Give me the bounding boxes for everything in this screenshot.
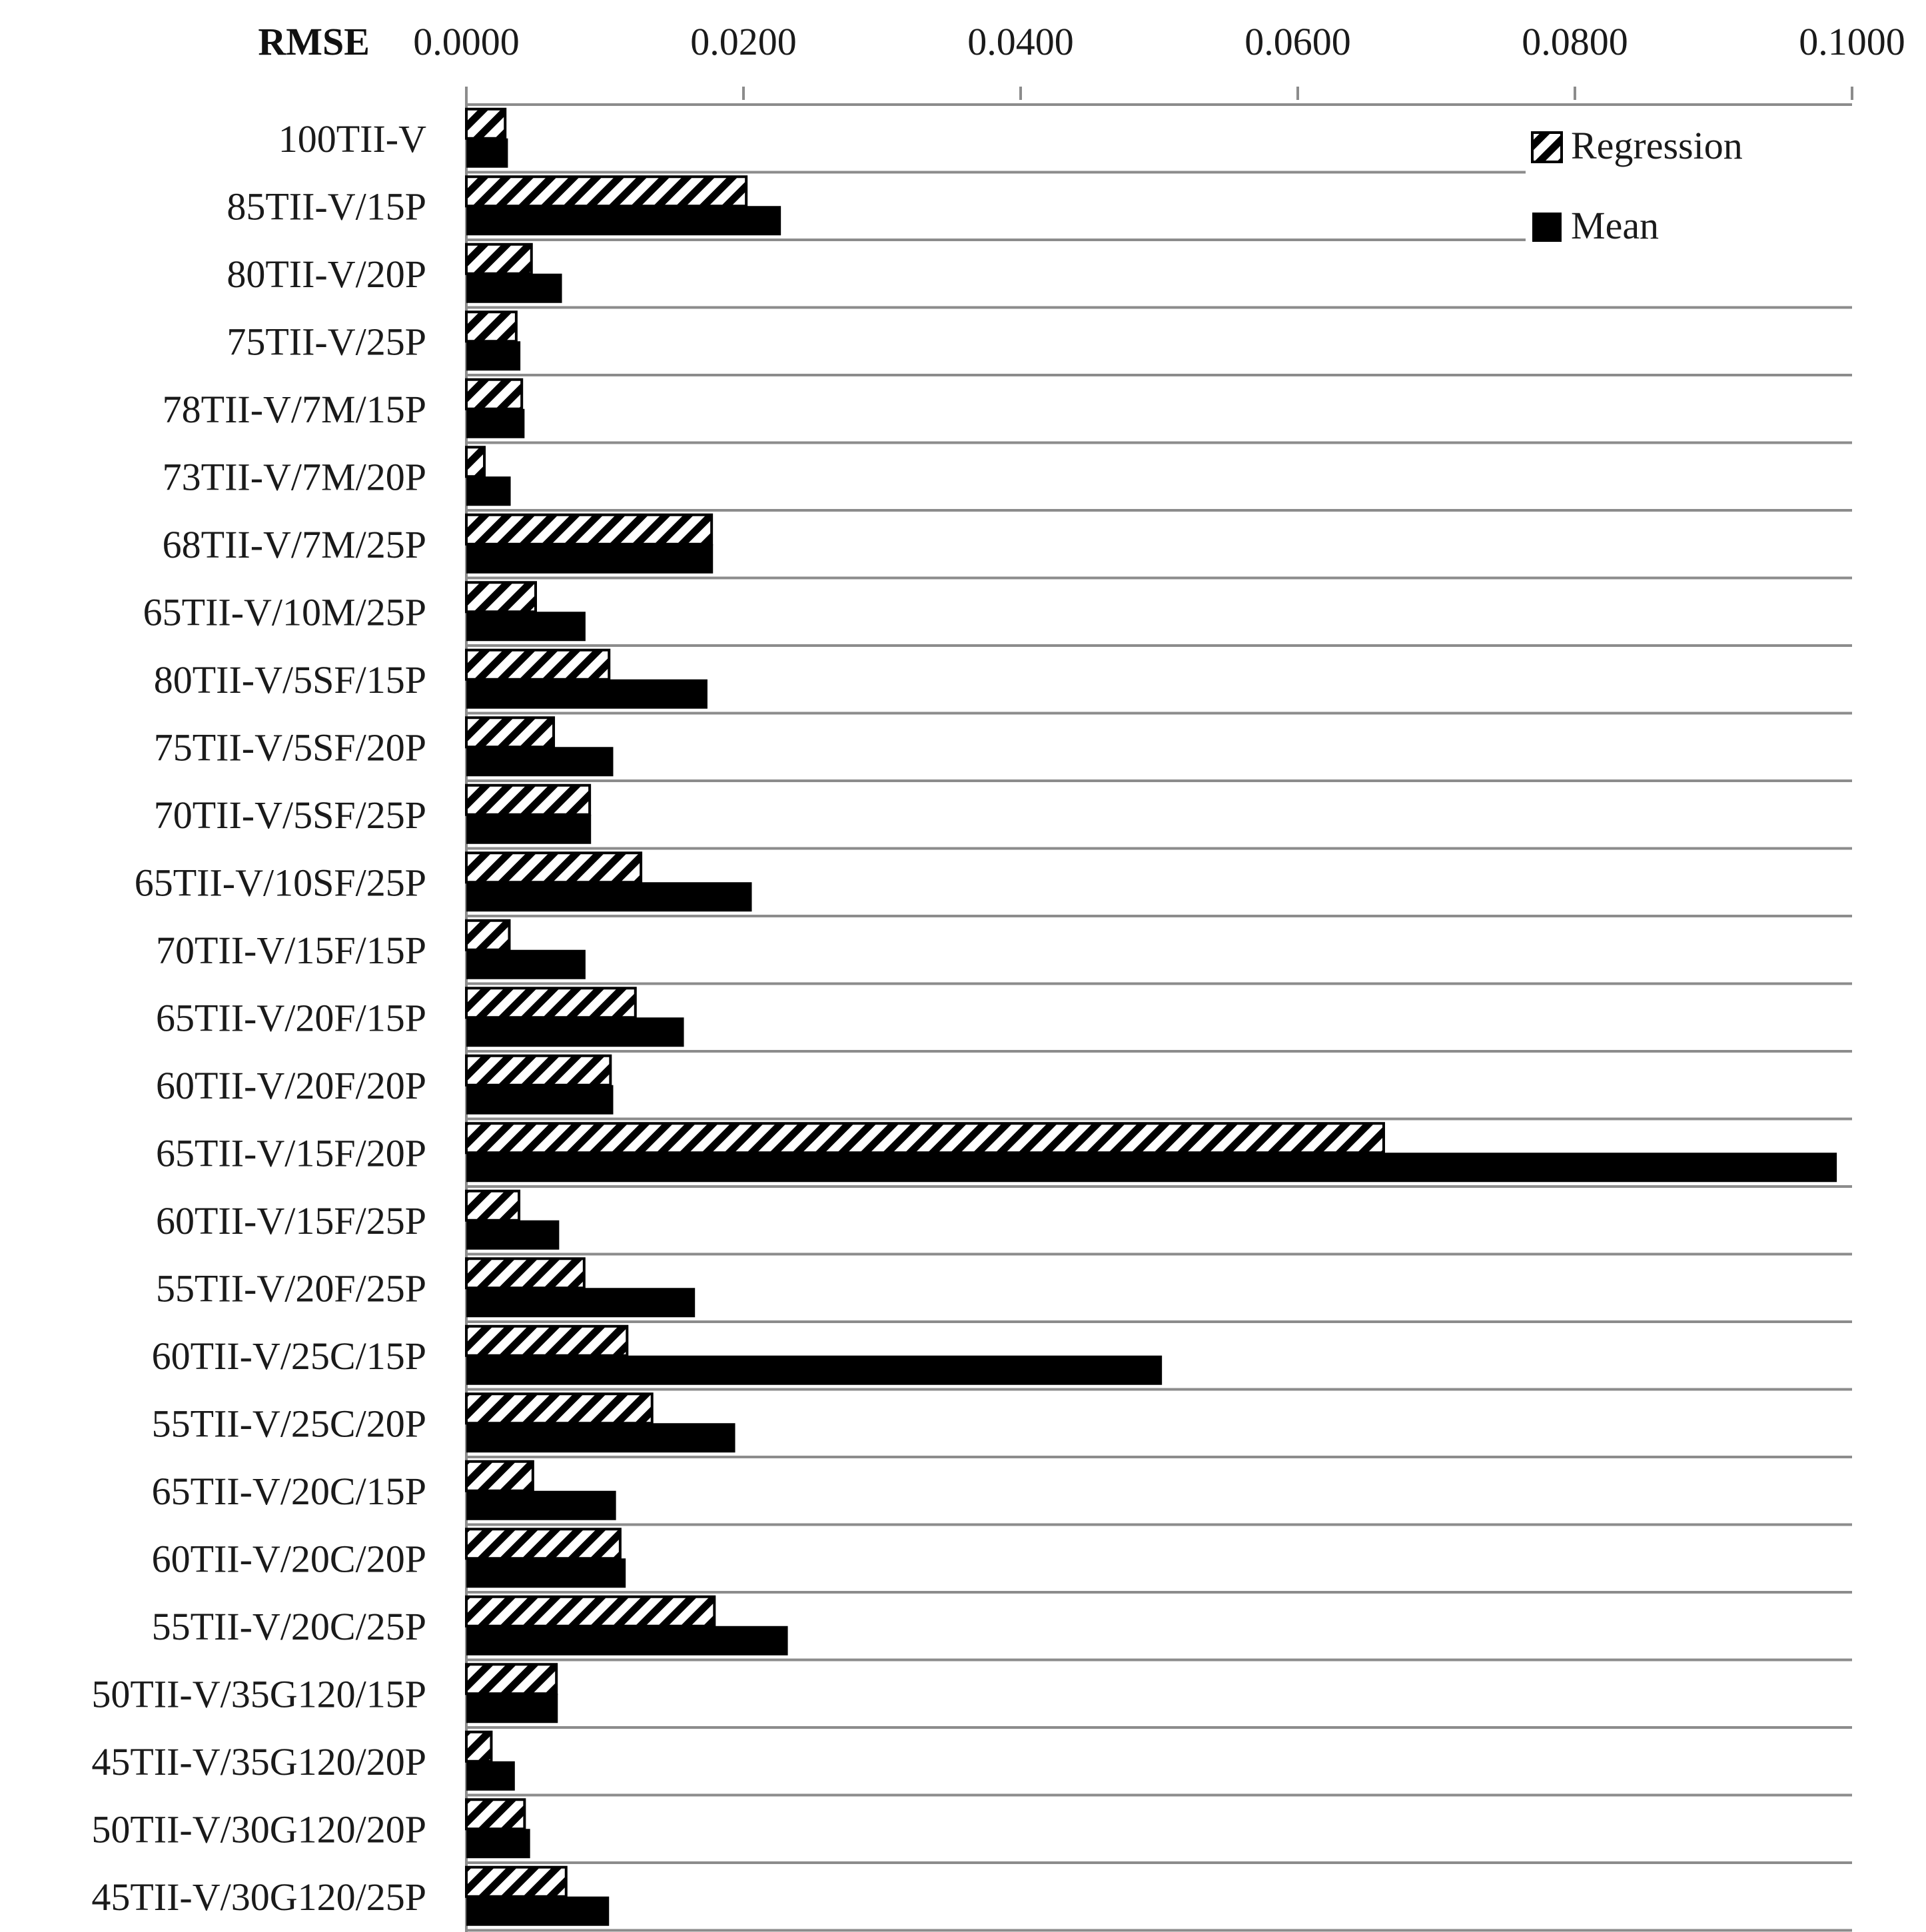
category-label: 55TII-V/20F/25P bbox=[156, 1266, 426, 1310]
bar-mean bbox=[466, 1423, 735, 1452]
category-label: 75TII-V/5SF/20P bbox=[153, 725, 426, 769]
bar-mean bbox=[466, 139, 508, 168]
category-label: 70TII-V/15F/15P bbox=[156, 928, 426, 972]
bar-mean bbox=[466, 1491, 616, 1520]
bar-mean bbox=[466, 882, 751, 911]
bar-regression bbox=[466, 1597, 714, 1626]
legend bbox=[1526, 117, 1926, 250]
bar-regression bbox=[466, 718, 554, 747]
bar-mean bbox=[466, 815, 591, 844]
category-label: 55TII-V/20C/25P bbox=[151, 1604, 426, 1648]
category-label: 45TII-V/35G120/20P bbox=[91, 1739, 426, 1783]
category-label: 70TII-V/5SF/25P bbox=[153, 793, 426, 837]
bars bbox=[466, 109, 1837, 1926]
category-label: 50TII-V/35G120/15P bbox=[91, 1672, 426, 1716]
bar-regression bbox=[466, 177, 746, 206]
bar-regression bbox=[466, 1867, 566, 1897]
bar-mean bbox=[466, 1220, 559, 1250]
category-label: 80TII-V/20P bbox=[227, 252, 426, 296]
category-label: 65TII-V/15F/20P bbox=[156, 1131, 426, 1175]
x-tick-label: 0.0000 bbox=[413, 20, 520, 63]
bar-regression bbox=[466, 1191, 519, 1220]
bar-mean bbox=[466, 1761, 515, 1791]
bar-mean bbox=[466, 274, 562, 303]
bar-mean bbox=[466, 544, 713, 574]
category-label: 45TII-V/30G120/25P bbox=[91, 1875, 426, 1919]
bar-regression bbox=[466, 1394, 652, 1423]
bar-mean bbox=[466, 747, 613, 776]
bar-mean bbox=[466, 1829, 530, 1858]
bar-mean bbox=[466, 409, 524, 438]
bar-regression bbox=[466, 582, 536, 612]
category-label: 55TII-V/25C/20P bbox=[151, 1402, 426, 1446]
bar-mean bbox=[466, 1085, 613, 1115]
bar-regression bbox=[466, 921, 509, 950]
x-tick-labels bbox=[413, 20, 1905, 100]
bar-regression bbox=[466, 515, 712, 544]
category-label: 60TII-V/25C/15P bbox=[151, 1334, 426, 1378]
bar-mean bbox=[466, 1558, 626, 1588]
bar-mean bbox=[466, 1288, 695, 1317]
legend-swatch-mean bbox=[1532, 213, 1562, 242]
legend-label-mean: Mean bbox=[1571, 204, 1660, 247]
bar-mean bbox=[466, 476, 511, 506]
bar-mean bbox=[466, 1153, 1837, 1182]
bar-regression bbox=[466, 1462, 533, 1491]
x-tick-label: 0.0200 bbox=[690, 20, 797, 63]
bar-mean bbox=[466, 1356, 1162, 1385]
bar-mean bbox=[466, 612, 586, 641]
bar-regression bbox=[466, 1799, 524, 1829]
bar-regression bbox=[466, 1123, 1384, 1153]
bar-regression bbox=[466, 988, 636, 1017]
bar-mean bbox=[466, 1693, 558, 1723]
bar-regression bbox=[466, 109, 505, 139]
category-label: 65TII-V/20C/15P bbox=[151, 1469, 426, 1513]
bar-regression bbox=[466, 1326, 627, 1356]
category-label: 60TII-V/15F/25P bbox=[156, 1199, 426, 1242]
bar-mean bbox=[466, 341, 520, 370]
category-label: 85TII-V/15P bbox=[227, 185, 426, 229]
bar-regression bbox=[466, 380, 522, 409]
bar-regression bbox=[466, 1732, 491, 1761]
category-label: 60TII-V/20C/20P bbox=[151, 1537, 426, 1581]
legend-swatch-regression bbox=[1532, 133, 1562, 162]
bar-mean bbox=[466, 1626, 788, 1656]
bar-regression bbox=[466, 244, 532, 274]
category-labels bbox=[91, 117, 426, 1919]
category-label: 78TII-V/7M/15P bbox=[162, 387, 426, 431]
bar-regression bbox=[466, 312, 516, 341]
axis-title: RMSE bbox=[258, 20, 370, 63]
x-tick-label: 0.0800 bbox=[1522, 20, 1628, 63]
bar-regression bbox=[466, 1529, 620, 1558]
bar-regression bbox=[466, 1056, 610, 1085]
bar-regression bbox=[466, 785, 590, 815]
bar-regression bbox=[466, 447, 484, 476]
category-label: 73TII-V/7M/20P bbox=[162, 455, 426, 499]
category-label: 60TII-V/20F/20P bbox=[156, 1063, 426, 1107]
category-label: 80TII-V/5SF/15P bbox=[153, 658, 426, 702]
legend-label-regression: Regression bbox=[1571, 124, 1743, 167]
bar-regression bbox=[466, 1664, 556, 1693]
category-label: 65TII-V/10SF/25P bbox=[134, 861, 426, 905]
x-tick-label: 0.0600 bbox=[1244, 20, 1351, 63]
bar-mean bbox=[466, 1897, 609, 1926]
bar-regression bbox=[466, 650, 609, 680]
bar-mean bbox=[466, 1017, 684, 1047]
bar-regression bbox=[466, 853, 641, 882]
bar-mean bbox=[466, 680, 708, 709]
x-tick-label: 0.1000 bbox=[1799, 20, 1905, 63]
bar-mean bbox=[466, 950, 586, 979]
category-label: 75TII-V/25P bbox=[227, 320, 426, 364]
bar-mean bbox=[466, 206, 781, 235]
category-label: 68TII-V/7M/25P bbox=[162, 522, 426, 566]
category-label: 100TII-V bbox=[278, 117, 426, 161]
bar-regression bbox=[466, 1258, 584, 1288]
category-label: 50TII-V/30G120/20P bbox=[91, 1807, 426, 1851]
category-label: 65TII-V/10M/25P bbox=[143, 590, 426, 634]
x-tick-label: 0.0400 bbox=[967, 20, 1074, 63]
category-label: 65TII-V/20F/15P bbox=[156, 996, 426, 1040]
